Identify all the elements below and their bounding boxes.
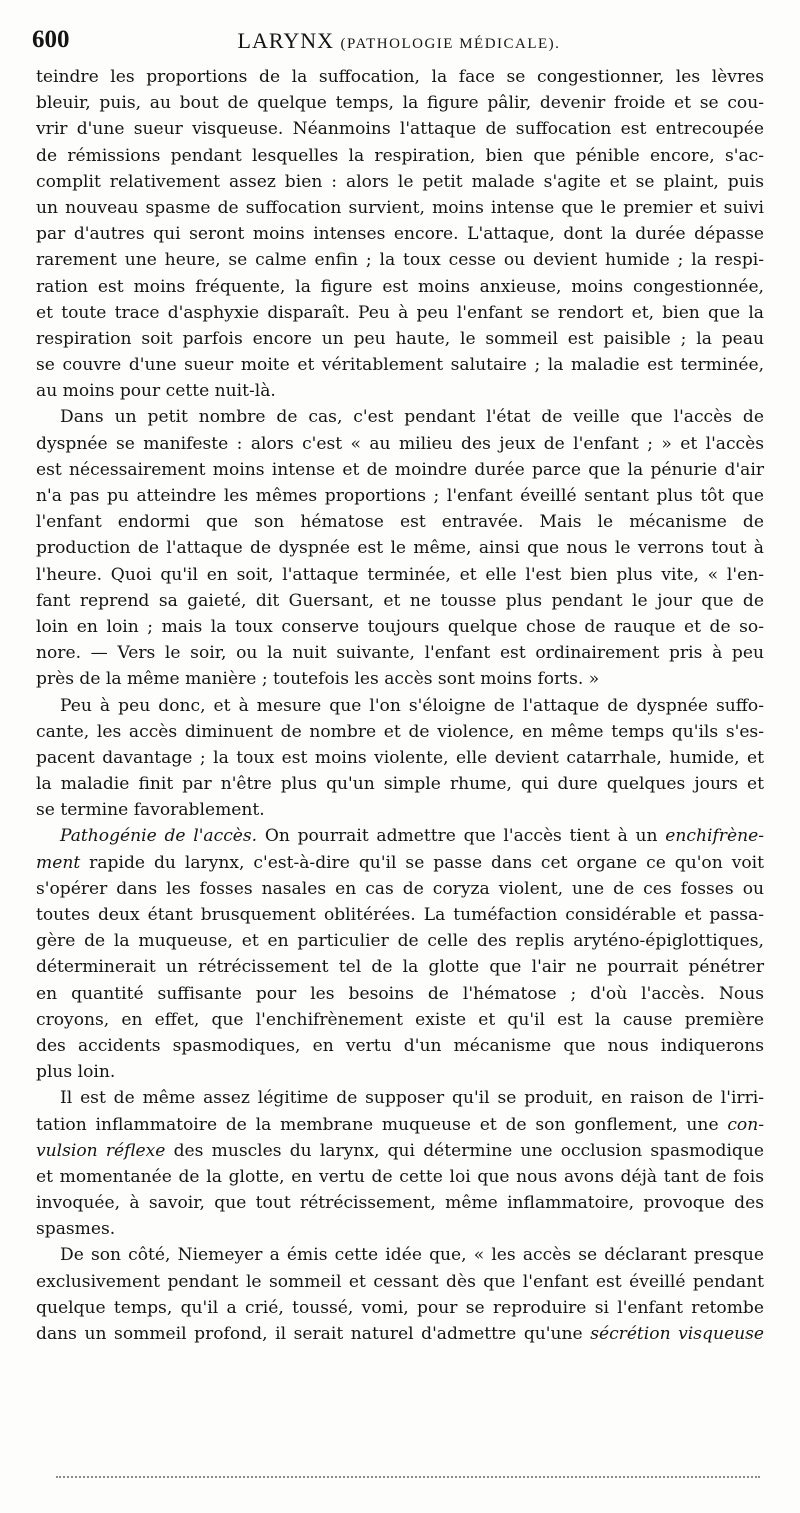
text-line: des accidents spasmodiques, en vertu d'un mécanisme que nous indiquerons xyxy=(36,1035,764,1056)
text-line: près de la même manière ; toutefois les accès sont moins forts. » xyxy=(36,669,600,690)
text-line: l'enfant endormi que son hématose est entravée. Mais le mécanisme de xyxy=(36,512,764,533)
text-line: gère de la muqueuse, et en particulier de celle des replis aryténo-épiglottiques, xyxy=(36,931,764,952)
footer-dotted-rule xyxy=(56,1476,760,1478)
text-line: complit relativement assez bien : alors le petit malade s'agite et se plaint, puis xyxy=(36,171,764,192)
text-line: plus loin. xyxy=(36,1062,116,1083)
text-line: ration est moins fréquente, la figure est moins anxieuse, moins congestionnée, xyxy=(36,276,764,297)
text-line: déterminerait un rétrécissement tel de la glotte que l'air ne pourrait pénétrer xyxy=(36,957,764,978)
text-line: rarement une heure, se calme enfin ; la toux cesse ou devient humide ; la respi- xyxy=(36,250,764,271)
text-line: la maladie finit par n'être plus qu'un simple rhume, qui dure quelques jours et xyxy=(36,774,764,795)
text-line: fant reprend sa gaieté, dit Guersant, et ne tousse plus pendant le jour que de xyxy=(36,590,764,611)
text-line: ment rapide du larynx, c'est-à-dire qu'il se passe dans cet organe ce qu'on voit xyxy=(36,852,764,873)
text-line: de rémissions pendant lesquelles la respiration, bien que pénible encore, s'ac- xyxy=(36,145,764,166)
text-line: et momentanée de la glotte, en vertu de cette loi que nous avons déjà tant de fois xyxy=(36,1166,764,1187)
text-line: se termine favorablement. xyxy=(36,800,265,821)
text-line: se couvre d'une sueur moite et véritablement salutaire ; la maladie est terminée, xyxy=(36,355,764,376)
text-line: respiration soit parfois encore un peu haute, le sommeil est paisible ; la peau xyxy=(36,328,764,349)
text-line: teindre les proportions de la suffocation, la face se congestionner, les lèvres xyxy=(36,67,764,87)
text-line: un nouveau spasme de suffocation survient, moins intense que le premier et suivi xyxy=(36,197,764,218)
paragraph-start-line: Pathogénie de l'accès. On pourrait admettre que l'accès tient à un enchifrène- xyxy=(60,826,764,847)
text-line: au moins pour cette nuit-là. xyxy=(36,381,276,402)
text-line: toutes deux étant brusquement oblitérées. La tuméfaction considérable et passa- xyxy=(36,905,764,925)
body-text xyxy=(36,64,764,1347)
running-title xyxy=(32,28,766,54)
text-line: croyons, en effet, que l'enchifrènement existe et qu'il est la cause première xyxy=(36,1009,764,1030)
text-line: n'a pas pu atteindre les mêmes proportions ; l'enfant éveillé sentant plus tôt que xyxy=(36,486,764,506)
running-title-main: LARYNX xyxy=(237,28,334,53)
paragraph-start-line: Dans un petit nombre de cas, c'est pendant l'état de veille que l'accès de xyxy=(60,407,764,428)
paragraph-start-line: De son côté, Niemeyer a émis cette idée que, « les accès se déclarant presque xyxy=(60,1245,764,1266)
text-line: bleuir, puis, au bout de quelque temps, la figure pâlir, devenir froide et se cou- xyxy=(36,93,764,114)
text-line: nore. — Vers le soir, ou la nuit suivante, l'enfant est ordinairement pris à peu xyxy=(36,643,764,664)
text-line: l'heure. Quoi qu'il en soit, l'attaque terminée, et elle l'est bien plus vite, « l'en- xyxy=(36,564,764,585)
text-line: vulsion réflexe des muscles du larynx, qui détermine une occlusion spasmodique xyxy=(36,1140,764,1161)
text-line: s'opérer dans les fosses nasales en cas de coryza violent, une de ces fosses ou xyxy=(36,878,764,899)
text-line: spasmes. xyxy=(36,1219,116,1240)
text-line: pacent davantage ; la toux est moins violente, elle devient catarrhale, humide, et xyxy=(36,747,764,768)
text-line: vrir d'une sueur visqueuse. Néanmoins l'attaque de suffocation est entrecoupée xyxy=(36,119,764,140)
text-line: quelque temps, qu'il a crié, toussé, vomi, pour se reproduire si l'enfant retombe xyxy=(36,1297,764,1318)
paragraph-start-line: Peu à peu donc, et à mesure que l'on s'éloigne de l'attaque de dyspnée suffo- xyxy=(60,695,764,716)
text-line: par d'autres qui seront moins intenses encore. L'attaque, dont la durée dépasse xyxy=(36,224,764,245)
text-line: et toute trace d'asphyxie disparaît. Peu à peu l'enfant se rendort et, bien que la xyxy=(36,302,764,323)
running-title-sub: (PATHOLOGIE MÉDICALE). xyxy=(340,36,561,52)
page-number: 600 xyxy=(32,26,70,53)
text-line: exclusivement pendant le sommeil et cessant dès que l'enfant est éveillé pendant xyxy=(36,1271,764,1292)
text-line: loin en loin ; mais la toux conserve toujours quelque chose de rauque et de so- xyxy=(36,616,764,637)
text-line: invoquée, à savoir, que tout rétrécissement, même inflammatoire, provoque des xyxy=(36,1193,764,1214)
text-line: cante, les accès diminuent de nombre et de violence, en même temps qu'ils s'es- xyxy=(36,721,764,742)
running-header xyxy=(32,26,766,62)
text-line: production de l'attaque de dyspnée est le même, ainsi que nous le verrons tout à xyxy=(36,538,764,559)
text-line: est nécessairement moins intense et de moindre durée parce que la pénurie d'air xyxy=(36,459,764,480)
text-line: dans un sommeil profond, il serait naturel d'admettre qu'une sécrétion visqueuse xyxy=(36,1324,764,1344)
text-line: dyspnée se manifeste : alors c'est « au milieu des jeux de l'enfant ; » et l'accès xyxy=(36,433,764,454)
text-line: tation inflammatoire de la membrane muqueuse et de son gonflement, une con- xyxy=(36,1114,764,1135)
paragraph-start-line: Il est de même assez légitime de supposer qu'il se produit, en raison de l'irri- xyxy=(60,1088,764,1109)
text-line: en quantité suffisante pour les besoins de l'hématose ; d'où l'accès. Nous xyxy=(36,983,764,1004)
